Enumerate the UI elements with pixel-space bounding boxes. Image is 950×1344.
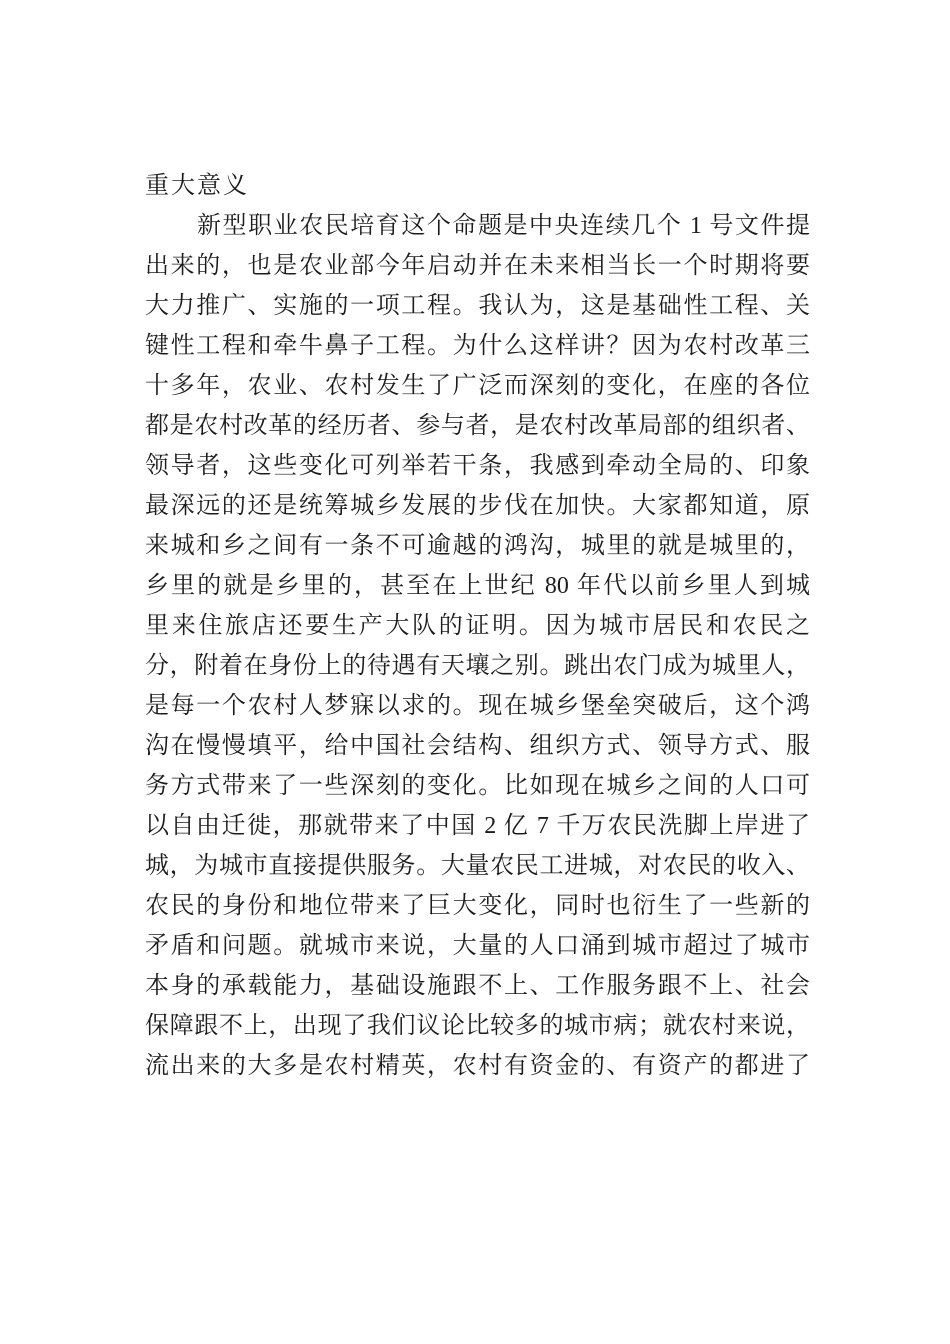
text-line: 分，附着在身份上的待遇有天壤之别。跳出农门成为城里人， xyxy=(145,653,810,679)
text-line: 出来的，也是农业部今年启动并在未来相当长一个时期将要 xyxy=(145,253,810,279)
text-line: 来城和乡之间有一条不可逾越的鸿沟，城里的就是城里的， xyxy=(145,533,810,559)
text-line: 本身的承载能力，基础设施跟不上、工作服务跟不上、社会 xyxy=(145,973,810,999)
text-line: 以自由迁徙，那就带来了中国 2 亿 7 千万农民洗脚上岸进了 xyxy=(145,813,810,839)
text-line: 十多年，农业、农村发生了广泛而深刻的变化，在座的各位 xyxy=(145,373,810,399)
text-line: 流出来的大多是农村精英，农村有资金的、有资产的都进了 xyxy=(145,1053,810,1079)
text-line: 乡里的就是乡里的，甚至在上世纪 80 年代以前乡里人到城 xyxy=(145,573,810,599)
text-line: 保障跟不上，出现了我们议论比较多的城市病；就农村来说， xyxy=(145,1013,810,1039)
text-line: 是每一个农村人梦寐以求的。现在城乡堡垒突破后，这个鸿 xyxy=(145,693,810,719)
text-block xyxy=(145,166,810,1086)
text-line: 沟在慢慢填平，给中国社会结构、组织方式、领导方式、服 xyxy=(145,733,810,759)
text-line: 矛盾和问题。就城市来说，大量的人口涌到城市超过了城市 xyxy=(145,933,810,959)
text-line: 最深远的还是统筹城乡发展的步伐在加快。大家都知道，原 xyxy=(145,493,810,519)
text-line: 都是农村改革的经历者、参与者，是农村改革局部的组织者、 xyxy=(145,413,810,439)
text-line: 务方式带来了一些深刻的变化。比如现在城乡之间的人口可 xyxy=(145,773,810,799)
text-line: 新型职业农民培育这个命题是中央连续几个 1 号文件提 xyxy=(197,213,810,239)
text-line: 领导者，这些变化可列举若干条，我感到牵动全局的、印象 xyxy=(145,453,810,479)
text-line: 城，为城市直接提供服务。大量农民工进城，对农民的收入、 xyxy=(145,853,810,879)
text-line: 里来住旅店还要生产大队的证明。因为城市居民和农民之 xyxy=(145,613,810,639)
section-heading: 重大意义 xyxy=(145,173,249,199)
text-line: 农民的身份和地位带来了巨大变化，同时也衍生了一些新的 xyxy=(145,893,810,919)
text-line: 键性工程和牵牛鼻子工程。为什么这样讲？因为农村改革三 xyxy=(145,333,810,359)
text-line: 大力推广、实施的一项工程。我认为，这是基础性工程、关 xyxy=(145,293,810,319)
